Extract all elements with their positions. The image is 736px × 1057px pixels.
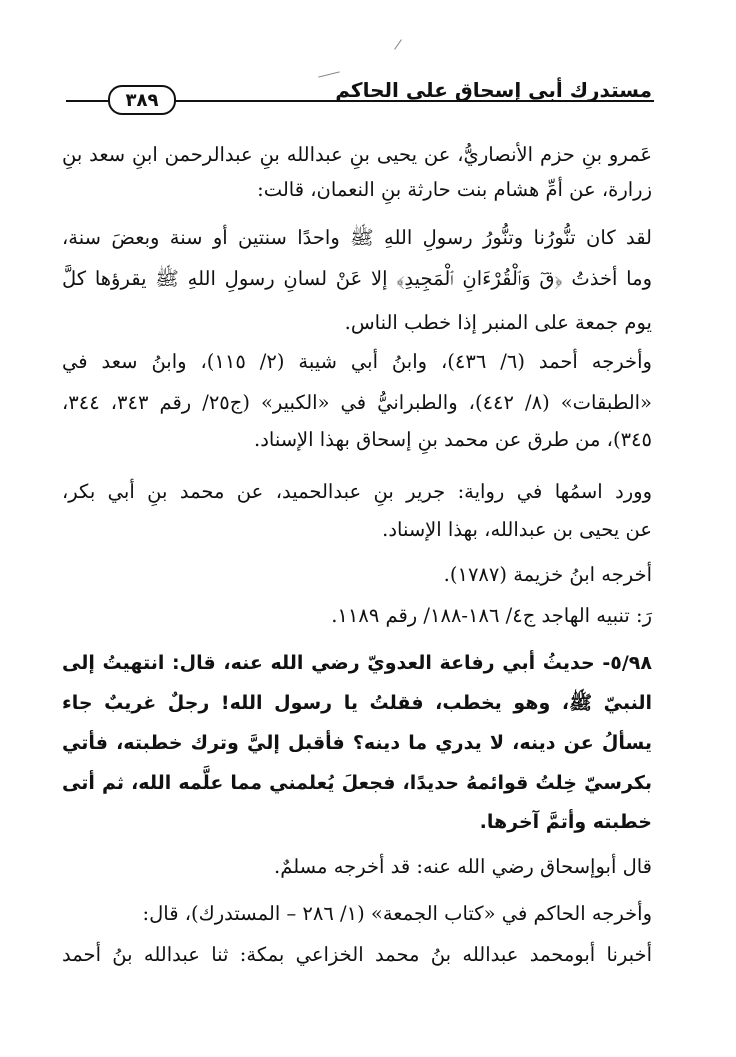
hadith-line: النبيّ ﷺ، وهو يخطب، فقلتُ يا رسول الله! رجلٌ غريبٌ جاء bbox=[62, 692, 652, 714]
scan-mark bbox=[318, 71, 340, 77]
text-line: وورد اسمُها في رواية: جرير بنِ عبدالحميد، عن محمد بنِ أبي بكر، bbox=[62, 480, 652, 503]
hadith-line: خطبته وأتمَّ آخرها. bbox=[479, 811, 652, 833]
text-line: أخرجه ابنُ خزيمة (١٧٨٧). bbox=[443, 563, 652, 586]
running-header-title: مستدرك أبي إسحاق على الحاكم bbox=[335, 78, 652, 102]
text-line: يوم جمعة على المنبر إذا خطب الناس. bbox=[344, 311, 652, 334]
scan-mark bbox=[394, 39, 402, 49]
text-line: قال أبوإسحاق رضي الله عنه: قد أخرجه مسلمٌ. bbox=[274, 855, 652, 878]
text-line: وما أخذتُ ﴿قٓ وَٱلْقُرْءَانِ ٱلْمَجِيدِ﴾ إلا عَنْ لسانِ رسولِ اللهِ ﷺ يقرؤها كلَّ bbox=[62, 267, 652, 290]
text-line: رَ: تنبيه الهاجد ج٤/ ١٨٦-١٨٨/ رقم ١١٨٩. bbox=[331, 604, 652, 627]
text-line: «الطبقات» (٨/ ٤٤٢)، والطبرانيُّ في «الكبير» (ج٢٥/ رقم ٣٤٣، ٣٤٤، bbox=[62, 391, 652, 414]
text-line: ٣٤٥)، من طرق عن محمد بنِ إسحاق بهذا الإسناد. bbox=[254, 428, 652, 451]
text-line: لقد كان تنُّورُنا وتنُّورُ رسولِ اللهِ ﷺ واحدًا سنتين أو سنة وبعضَ سنة، bbox=[62, 226, 652, 249]
hadith-line: يسألُ عن دينه، لا يدري ما دينه؟ فأقبل إليَّ وترك خطبته، فأتي bbox=[62, 732, 652, 754]
page-number: ٣٨٩ bbox=[108, 85, 176, 115]
text-line: عَمرو بنِ حزم الأنصاريُّ، عن يحيى بنِ عبدالله بنِ عبدالرحمن ابنِ سعد بنِ bbox=[62, 143, 652, 166]
text-line: عن يحيى بن عبدالله، بهذا الإسناد. bbox=[382, 518, 652, 541]
text-line: وأخرجه الحاكم في «كتاب الجمعة» (١/ ٢٨٦ – المستدرك)، قال: bbox=[142, 902, 652, 925]
text-line: وأخرجه أحمد (٦/ ٤٣٦)، وابنُ أبي شيبة (٢/ ١١٥)، وابنُ سعد في bbox=[62, 350, 652, 373]
text-line: زرارة، عن أمِّ هشام بنت حارثة بنِ النعمان، قالت: bbox=[257, 178, 652, 201]
text-line: أخبرنا أبومحمد عبدالله بنُ محمد الخزاعي بمكة: ثنا عبدالله بنُ أحمد bbox=[62, 943, 652, 966]
hadith-line: بكرسيّ خِلتُ قوائمهُ حديدًا، فجعلَ يُعلمني مما علَّمه الله، ثم أتى bbox=[62, 772, 652, 794]
hadith-line: ٥/٩٨- حديثُ أبي رفاعة العدويّ رضي الله عنه، قال: انتهيتُ إلى bbox=[62, 652, 652, 674]
